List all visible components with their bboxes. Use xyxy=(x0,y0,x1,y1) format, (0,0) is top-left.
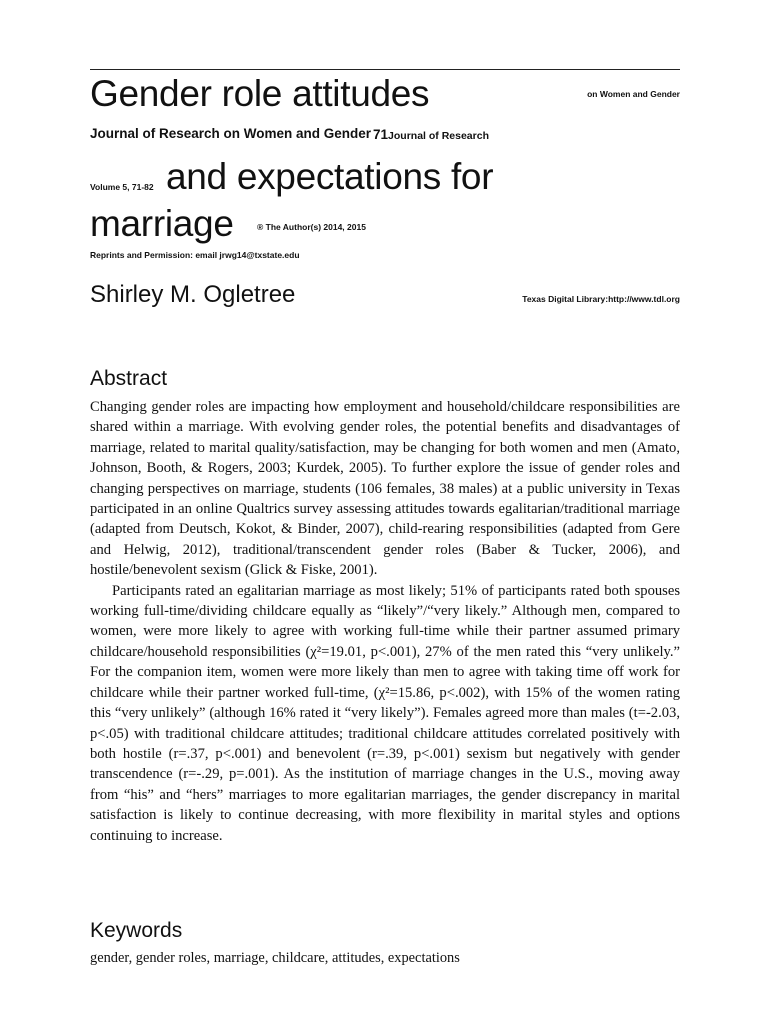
title-line-3: marriage xyxy=(90,203,234,244)
copyright: ® The Author(s) 2014, 2015 xyxy=(257,222,366,232)
page-number: 71 xyxy=(373,127,389,142)
journal-name: Journal of Research on Women and Gender xyxy=(90,126,372,141)
abstract-paragraph-2: Participants rated an egalitarian marriage as most likely; 51% of participants rated both spouses working full-time/dividing childcare equally as “likely”/“very likely.” Although men, compared to women, were more likely to agree with working full-time while their partner assumed primary childcare/household responsibilities (χ²=19.01, p<.001), 27% of the men rated this “very unlikely.” For the companion item, women were more likely than men to agree with taking time off work for childcare while their partner worked full-time, (χ²=15.86, p<.002), with 15% of the women rating this “very unlikely” (although 16% rated it “very likely”). Females agreed more than males (t=-2.03, p<.05) with traditional childcare attitudes; traditional childcare attitudes correlated positively with both hostile (r=.37, p<.001) and benevolent (r=.39, p<.001) sexism but negatively with gender transcendence (r=-.29, p=.001). As the institution of marriage changes in the U.S., moving away from “his” and “hers” marriages to more egalitarian marriages, the gender discrepancy in marital satisfaction is likely to continue decreasing, with more flexibility in marital styles and options continuing to increase. xyxy=(90,582,680,844)
page-number-group xyxy=(373,126,489,144)
abstract-body xyxy=(90,397,680,846)
title-line-2: and expectations for xyxy=(166,156,494,197)
abstract-paragraph-1: Changing gender roles are impacting how employment and household/childcare responsibilities are shared within a marriage. With evolving gender roles, the potential benefits and disadvantages of marriage, related to marital quality/satisfaction, may be changing for both women and men (Amato, Johnson, Booth, & Rogers, 2003; Kurdek, 2005). To further explore the issue of gender roles and changing perspectives on marriage, students (106 females, 38 males) at a public university in Texas participated in an online Qualtrics survey assessing attitudes towards egalitarian/traditional marriage (adapted from Deutsch, Kokot, & Binder, 2007), child-rearing responsibilities (adapted from Gere and Helwig, 2012), traditional/transcendent gender roles (Baber & Tucker, 2006), and hostile/benevolent sexism (Glick & Fiske, 2001). xyxy=(90,399,680,579)
title-line-1: Gender role attitudes xyxy=(90,73,430,114)
reprints-info: Reprints and Permission: email jrwg14@txstate.edu xyxy=(90,250,300,260)
library-link[interactable]: Texas Digital Library:http://www.tdl.org xyxy=(522,294,680,304)
keywords-text: gender, gender roles, marriage, childcare, attitudes, expectations xyxy=(90,950,460,966)
journal-of-research: Journal of Research xyxy=(388,130,489,142)
abstract-heading: Abstract xyxy=(90,367,168,390)
keywords-heading: Keywords xyxy=(90,919,183,942)
journal-tag-women-gender: on Women and Gender xyxy=(587,89,680,99)
author-name: Shirley M. Ogletree xyxy=(90,281,296,308)
volume-info: Volume 5, 71-82 xyxy=(90,182,154,192)
header-rule xyxy=(90,69,680,70)
